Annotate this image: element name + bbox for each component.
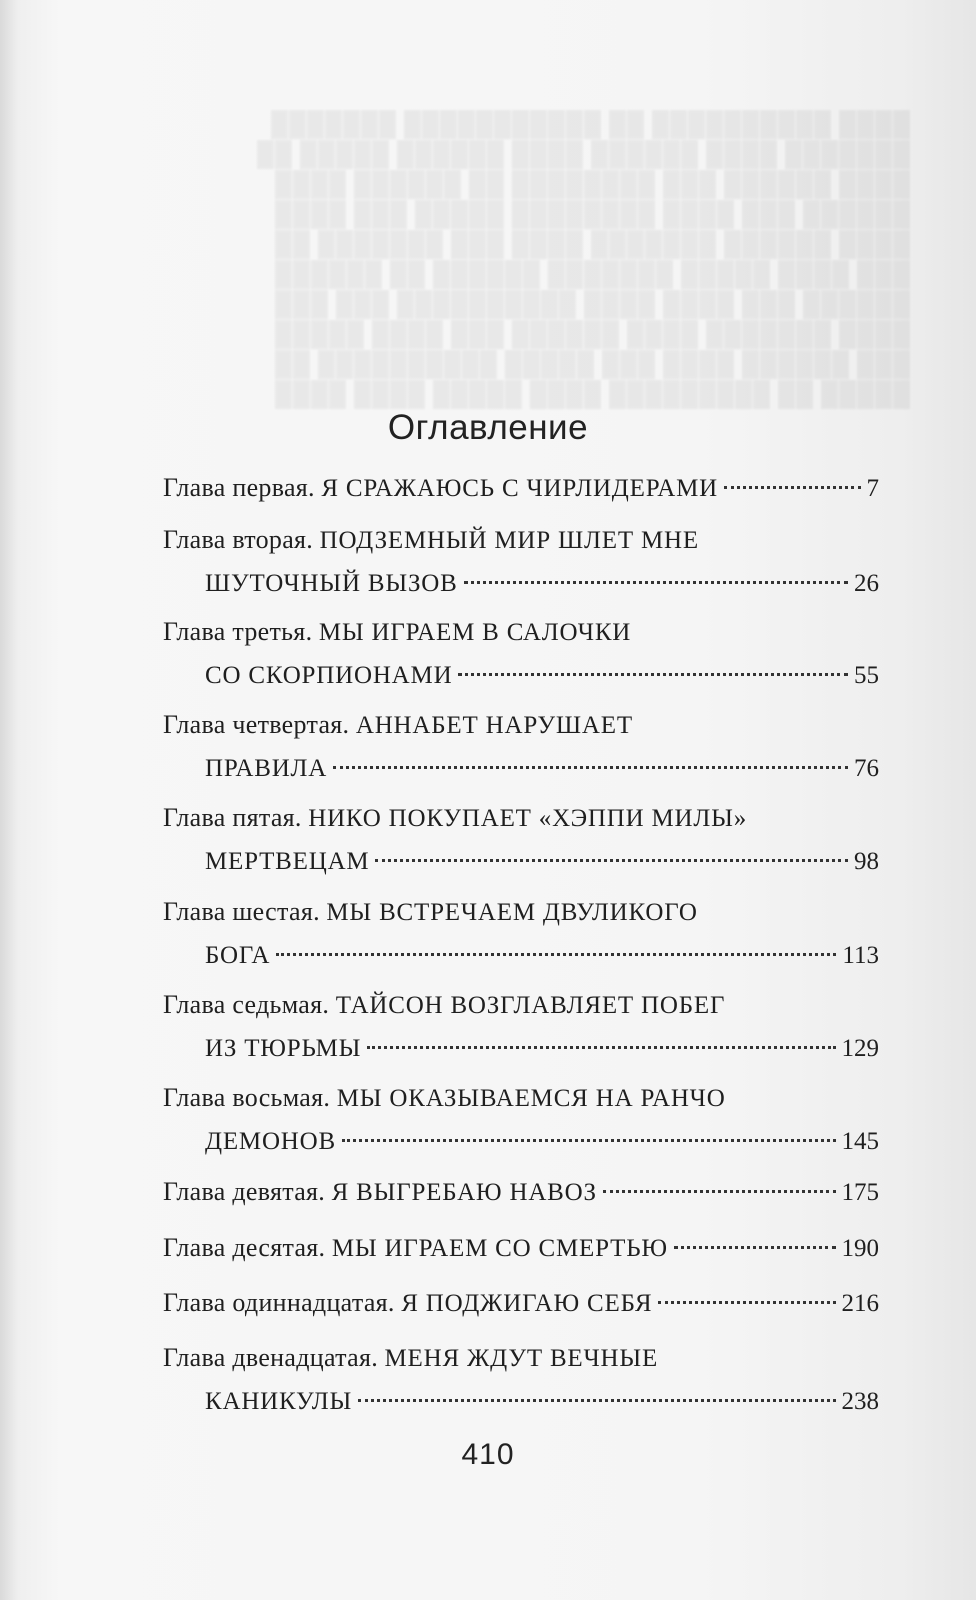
chapter-title-continued: КАНИКУЛЫ [205,1388,353,1415]
toc-entry-4 [163,703,879,791]
chapter-label: Глава первая. [163,473,315,502]
dot-leader [464,581,848,584]
toc-entry-1 [163,466,879,510]
chapter-title-continued: СО СКОРПИОНАМИ [205,662,453,689]
chapter-title-continued: МЕРТВЕЦАМ [205,848,370,875]
chapter-title-continued: ПРАВИЛА [205,755,328,782]
chapter-title: МЫ ИГРАЕМ В САЛОЧКИ [318,619,632,646]
page-number: 76 [854,755,879,782]
chapter-label: Глава шестая. [163,897,320,926]
toc-entry-8 [163,1076,879,1164]
toc-entry-3 [163,610,879,698]
dot-leader [658,1301,835,1304]
chapter-title-continued: ИЗ ТЮРЬМЫ [205,1035,362,1062]
toc-entry-2 [163,518,879,606]
toc-entry-10 [163,1226,879,1270]
chapter-title: Я ПОДЖИГАЮ СЕБЯ [401,1290,653,1317]
page-number: 113 [842,942,879,969]
chapter-title: МЫ ОКАЗЫВАЕМСЯ НА РАНЧО [336,1085,726,1112]
bleed-through-text: ████ ██████████ ██ ███████████ ███████ ███████ ████ ██████ ████ ██████ █████ ██ ████ ██████ ███ ████████ ██ ██████ ████ ██████ ███ ████ ████████ █████ ███ ████ ████ ██████ ███████ ████ ███ ███████ ██ ███ ████ █████ ███████ ██████ ██ ██████ ██████ ███ ████ ████ ██████████ ███ ███ ████ ███████ ████ ██████ ███ ████ █████ ███ ██████ ████ ███ █████ ██████████ ██ █████ ██ █████████ ████ █████ ████ ████ [255,112,910,408]
chapter-label: Глава четвертая. [163,710,350,739]
dot-leader [603,1190,836,1193]
chapter-label: Глава восьмая. [163,1083,331,1112]
chapter-title: ТАЙСОН ВОЗГЛАВЛЯЕТ ПОБЕГ [335,992,726,1019]
page-number: 216 [841,1290,879,1317]
page-number: 175 [841,1179,879,1206]
chapter-label: Глава седьмая. [163,990,330,1019]
chapter-title-continued: ДЕМОНОВ [205,1128,336,1155]
chapter-label: Глава девятая. [163,1177,326,1206]
page-number: 129 [841,1035,879,1062]
page-folio-number: 410 [461,1438,515,1471]
toc-entry-11 [163,1281,879,1325]
dot-leader [367,1046,835,1049]
toc-heading: Оглавление [387,408,589,447]
page-number: 55 [854,662,879,689]
chapter-label: Глава двенадцатая. [163,1343,378,1372]
dot-leader [333,766,848,769]
chapter-label: Глава одиннадцатая. [163,1288,395,1317]
chapter-title: Я СРАЖАЮСЬ С ЧИРЛИДЕРАМИ [321,475,718,502]
chapter-label: Глава десятая. [163,1233,326,1262]
dot-leader [674,1246,836,1249]
dot-leader [358,1399,835,1402]
page-number: 190 [841,1235,879,1262]
chapter-title: МЫ ИГРАЕМ СО СМЕРТЬЮ [331,1235,668,1262]
page-number: 145 [841,1128,879,1155]
dot-leader [458,673,848,676]
page-number: 238 [841,1388,879,1415]
chapter-title: Я ВЫГРЕБАЮ НАВОЗ [331,1179,597,1206]
chapter-title: МЫ ВСТРЕЧАЕМ ДВУЛИКОГО [326,899,698,926]
dot-leader [724,486,861,489]
chapter-title: НИКО ПОКУПАЕТ «ХЭППИ МИЛЫ» [308,805,748,832]
page-number: 98 [854,848,879,875]
toc-entry-5 [163,796,879,884]
chapter-label: Глава третья. [163,617,313,646]
toc-entry-7 [163,983,879,1071]
chapter-title: ПОДЗЕМНЫЙ МИР ШЛЕТ МНЕ [319,527,699,554]
chapter-label: Глава вторая. [163,525,314,554]
chapter-title-continued: ШУТОЧНЫЙ ВЫЗОВ [205,570,458,597]
toc-entry-9 [163,1170,879,1214]
dot-leader [276,953,836,956]
dot-leader [375,859,848,862]
chapter-title: МЕНЯ ЖДУТ ВЕЧНЫЕ [384,1345,659,1372]
page-number: 7 [866,475,879,502]
toc-entry-12 [163,1336,879,1424]
toc-entry-6 [163,890,879,978]
chapter-title-continued: БОГА [205,942,271,969]
page-number: 26 [854,570,879,597]
chapter-label: Глава пятая. [163,803,302,832]
dot-leader [342,1139,836,1142]
chapter-title: АННАБЕТ НАРУШАЕТ [355,712,633,739]
